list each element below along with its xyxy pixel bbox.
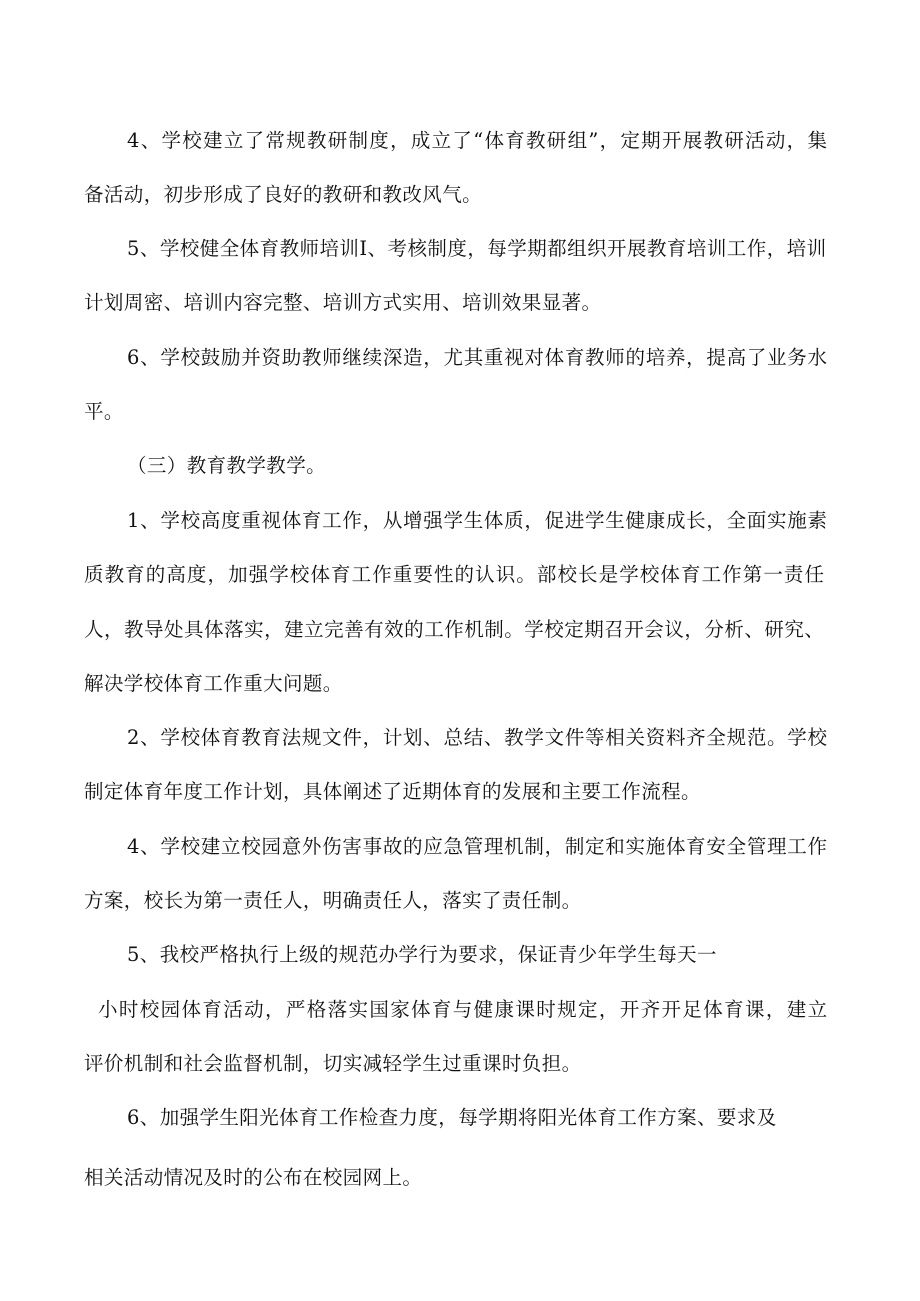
text-line: 2、学校体育教育法规文件，计划、总结、教学文件等相关资料齐全规范。学校 (127, 726, 828, 749)
section-heading: （三）教育教学教学。 (127, 454, 327, 477)
text-line: 6、学校鼓励并资助教师继续深造，尤其重视对体育教师的培养，提高了业务水 (127, 346, 828, 369)
text-line: 制定体育年度工作计划，具体阐述了近期体育的发展和主要工作流程。 (84, 780, 701, 803)
text-line: 备活动，初步形成了良好的教研和教改风气。 (84, 183, 483, 206)
text-line: 1、学校高度重视体育工作，从增强学生体质，促进学生健康成长，全面实施素 (127, 509, 828, 532)
text-line: 人，教导处具体落实，建立完善有效的工作机制。学校定期召开会议，分析、研究、 (84, 618, 825, 641)
text-line: 计划周密、培训内容完整、培训方式实用、培训效果显著。 (84, 291, 602, 314)
text-line: 解决学校体育工作重大问题。 (84, 672, 343, 695)
text-line: 5、我校严格执行上级的规范办学行为要求，保证青少年学生每天一 (127, 943, 717, 966)
text-line: 方案，校长为第一责任人，明确责任人，落实了责任制。 (84, 889, 582, 912)
text-line: 6、加强学生阳光体育工作检查力度，每学期将阳光体育工作方案、要求及 (127, 1106, 777, 1129)
text-line: 平。 (84, 400, 124, 423)
text-line: 质教育的高度，加强学校体育工作重要性的认识。部校长是学校体育工作第一责任 (84, 563, 826, 586)
text-line: 评价机制和社会监督机制，切实减轻学生过重课时负担。 (84, 1052, 582, 1075)
text-line: 4、学校建立了常规教研制度，成立了“体育教研组”，定期开展教研活动，集 (127, 129, 829, 152)
text-line: 相关活动情况及时的公布在校园网上。 (84, 1166, 423, 1189)
text-line: 5、学校健全体育教师培训I、考核制度，每学期都组织开展教育培训工作，培训 (127, 237, 827, 260)
text-line: 4、学校建立校园意外伤害事故的应急管理机制，制定和实施体育安全管理工作 (127, 835, 828, 858)
text-line: 小时校园体育活动，严格落实国家体育与健康课时规定，开齐开足体育课，建立 (98, 998, 829, 1021)
